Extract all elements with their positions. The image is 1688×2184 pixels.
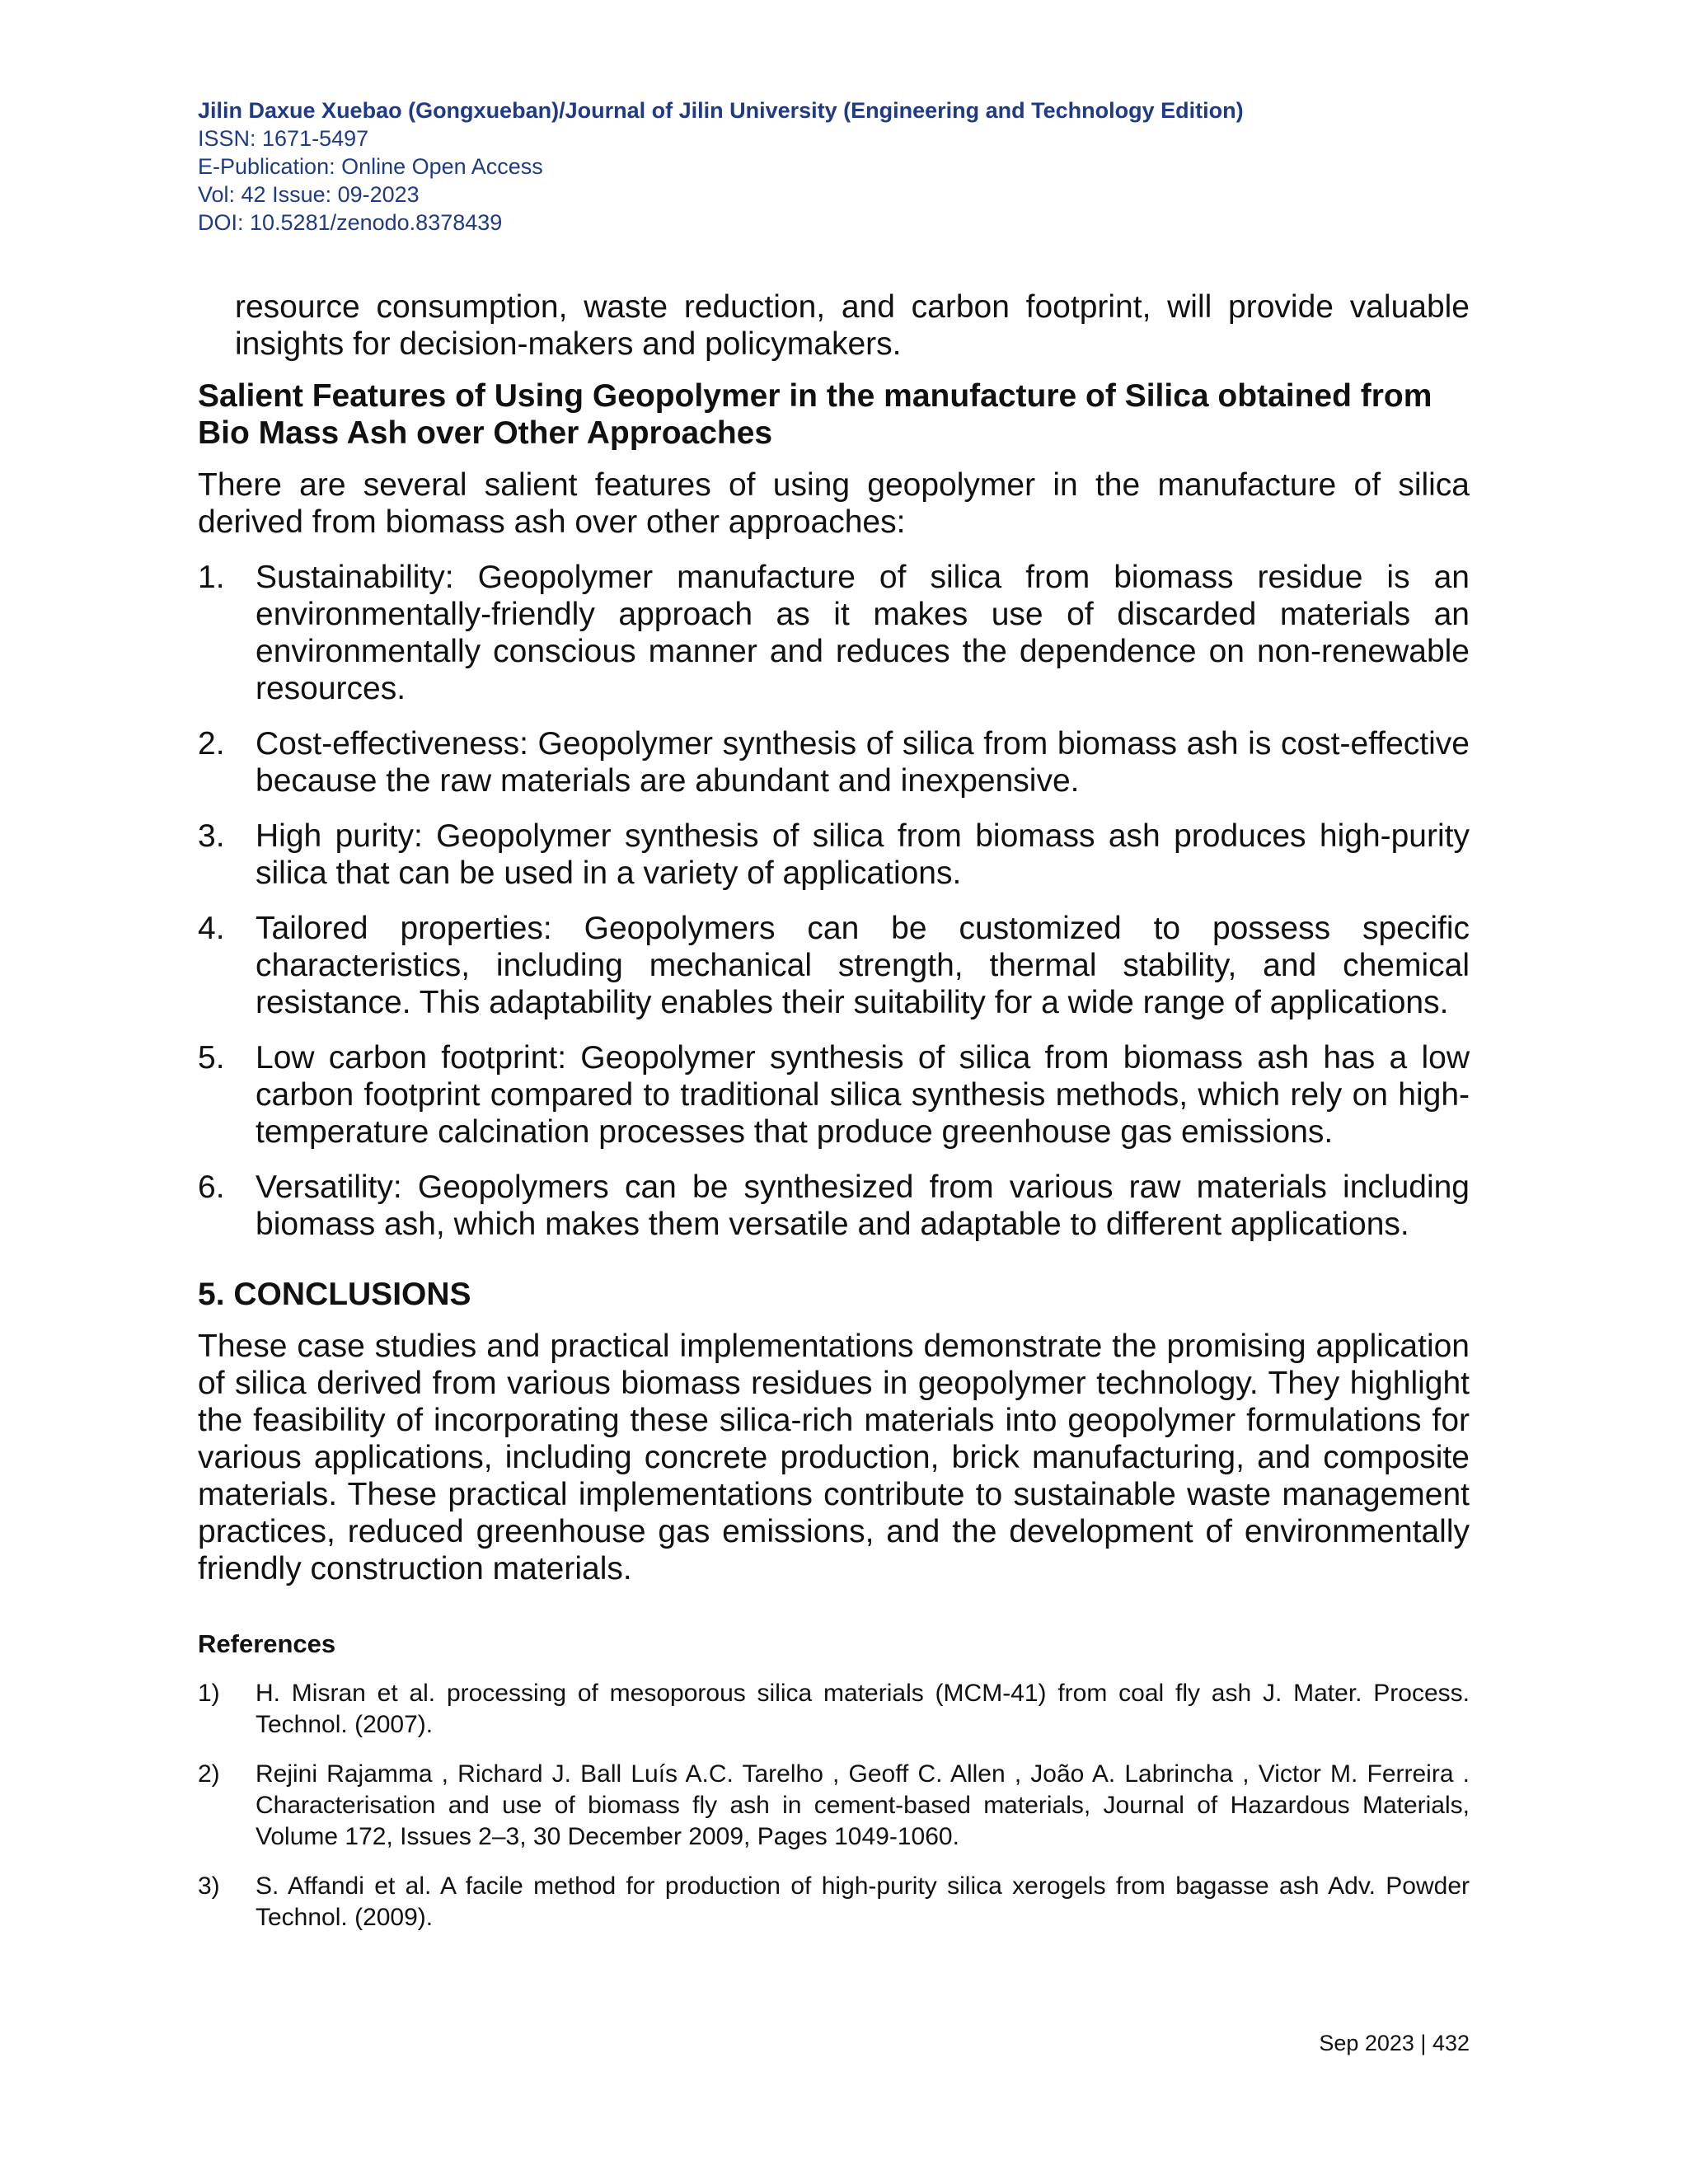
list-item-text: Cost-effectiveness: Geopolymer synthesis of silica from biomass ash is cost-effective because the raw materials are abundant and inexpensive. (256, 726, 1470, 799)
doi: DOI: 10.5281/zenodo.8378439 (198, 210, 503, 235)
list-item-text: Tailored properties: Geopolymers can be customized to possess specific characteristics, including mechanical strength, thermal stability, and chemical resistance. This adaptability enables their suitability for a wide range of applications. (256, 911, 1470, 1020)
references-list (198, 1678, 1470, 1933)
journal-title: Jilin Daxue Xuebao (Gongxueban)/Journal of Jilin University (Engineering and Technology Edition) (198, 98, 1244, 123)
conclusions-paragraph: These case studies and practical implementations demonstrate the promising application of silica derived from various biomass residues in geopolymer technology. They highlight the feasibility of incorporating these silica-rich materials into geopolymer formulations for various applications, including concrete production, brick manufacturing, and composite materials. These practical implementations contribute to sustainable waste management practices, reduced greenhouse gas emissions, and the development of environmentally friendly construction materials. (198, 1329, 1470, 1586)
reference-item (198, 1678, 1470, 1741)
list-item-number: 2. (198, 726, 225, 762)
list-item (198, 725, 1470, 799)
list-item-number: 4. (198, 911, 225, 946)
reference-number: 3) (198, 1872, 220, 1900)
section-heading-salient-features: Salient Features of Using Geopolymer in the manufacture of Silica obtained from Bio Mass Ash over Other Approaches (198, 378, 1432, 451)
volume-issue: Vol: 42 Issue: 09-2023 (198, 182, 420, 207)
page-body (198, 288, 1470, 1952)
salient-features-list (198, 559, 1470, 1243)
reference-text: S. Affandi et al. A facile method for production of high-purity silica xerogels from bagasse ash Adv. Powder Technol. (2009). (256, 1872, 1470, 1931)
references-heading: References (198, 1629, 336, 1658)
section-heading-conclusions: 5. CONCLUSIONS (198, 1277, 471, 1312)
issn: ISSN: 1671-5497 (198, 126, 369, 151)
reference-item (198, 1759, 1470, 1853)
reference-text: Rejini Rajamma , Richard J. Ball Luís A.C. Tarelho , Geoff C. Allen , João A. Labrincha , Victor M. Ferreira . Characterisation and use of biomass fly ash in cement-based materials, Journal of Hazardous Materials, Volume 172, Issues 2–3, 30 December 2009, Pages 1049-1060. (256, 1760, 1470, 1850)
list-item (198, 1169, 1470, 1243)
salient-intro-paragraph: There are several salient features of using geopolymer in the manufacture of silica derived from biomass ash over other approaches: (198, 467, 1470, 540)
list-item-number: 1. (198, 560, 225, 595)
paragraph-continuation: resource consumption, waste reduction, and carbon footprint, will provide valuable insights for decision-makers and policymakers. (235, 289, 1470, 362)
list-item (198, 910, 1470, 1021)
list-item-text: High purity: Geopolymer synthesis of silica from biomass ash produces high-purity silica that can be used in a variety of applications. (256, 818, 1470, 891)
list-item (198, 818, 1470, 892)
publication-type: E-Publication: Online Open Access (198, 154, 543, 179)
reference-item (198, 1871, 1470, 1933)
list-item (198, 559, 1470, 707)
list-item (198, 1039, 1470, 1151)
page-footer: Sep 2023 | 432 (1319, 2031, 1470, 2055)
list-item-text: Sustainability: Geopolymer manufacture of silica from biomass residue is an environmentally-friendly approach as it makes use of discarded materials an environmentally conscious manner and reduces the dependence on non-renewable resources. (256, 560, 1470, 706)
list-item-text: Versatility: Geopolymers can be synthesized from various raw materials including biomass ash, which makes them versatile and adaptable to different applications. (256, 1169, 1470, 1242)
list-item-number: 3. (198, 818, 225, 854)
list-item-number: 6. (198, 1169, 225, 1205)
journal-header (198, 96, 1517, 237)
reference-number: 2) (198, 1760, 220, 1788)
list-item-text: Low carbon footprint: Geopolymer synthesis of silica from biomass ash has a low carbon footprint compared to traditional silica synthesis methods, which rely on high-temperature calcination processes that produce greenhouse gas emissions. (256, 1040, 1470, 1150)
reference-number: 1) (198, 1680, 220, 1707)
list-item-number: 5. (198, 1040, 225, 1076)
reference-text: H. Misran et al. processing of mesoporous silica materials (MCM-41) from coal fly ash J. Mater. Process. Technol. (2007). (256, 1680, 1470, 1738)
